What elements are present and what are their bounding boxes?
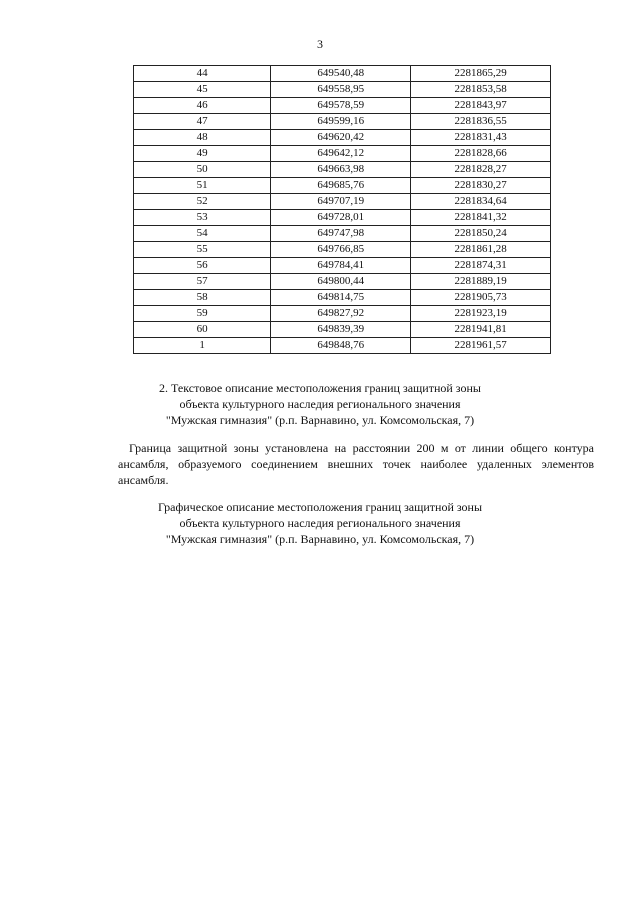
table-row — [134, 226, 551, 242]
table-row — [134, 114, 551, 130]
table-row — [134, 338, 551, 354]
y-coordinate-cell: 2281836,55 — [411, 114, 551, 130]
section-2-heading-line-1: 2. Текстовое описание местоположения границ защитной зоны — [159, 381, 481, 395]
x-coordinate-cell: 649663,98 — [271, 162, 411, 178]
section-3-heading-line-1: Графическое описание местоположения границ защитной зоны — [157, 500, 483, 514]
table-row — [134, 130, 551, 146]
y-coordinate-cell: 2281923,19 — [411, 306, 551, 322]
y-coordinate-cell: 2281850,24 — [411, 226, 551, 242]
table-row — [134, 322, 551, 338]
point-number-cell: 49 — [134, 146, 271, 162]
section-3-heading — [0, 499, 640, 547]
point-number-cell: 59 — [134, 306, 271, 322]
y-coordinate-cell: 2281834,64 — [411, 194, 551, 210]
x-coordinate-cell: 649784,41 — [271, 258, 411, 274]
x-coordinate-cell: 649800,44 — [271, 274, 411, 290]
point-number-cell: 57 — [134, 274, 271, 290]
x-coordinate-cell: 649814,75 — [271, 290, 411, 306]
point-number-cell: 1 — [134, 338, 271, 354]
point-number-cell: 56 — [134, 258, 271, 274]
page-number: 3 — [317, 37, 323, 51]
y-coordinate-cell: 2281841,32 — [411, 210, 551, 226]
y-coordinate-cell: 2281941,81 — [411, 322, 551, 338]
section-2-heading-line-2: объекта культурного наследия регионального значения — [179, 397, 461, 411]
table-row — [134, 290, 551, 306]
point-number-cell: 47 — [134, 114, 271, 130]
x-coordinate-cell: 649747,98 — [271, 226, 411, 242]
coordinates-table — [133, 65, 551, 354]
y-coordinate-cell: 2281865,29 — [411, 66, 551, 82]
x-coordinate-cell: 649707,19 — [271, 194, 411, 210]
table-row — [134, 162, 551, 178]
point-number-cell: 52 — [134, 194, 271, 210]
y-coordinate-cell: 2281843,97 — [411, 98, 551, 114]
point-number-cell: 54 — [134, 226, 271, 242]
y-coordinate-cell: 2281828,27 — [411, 162, 551, 178]
table-row — [134, 306, 551, 322]
boundary-description-paragraph — [118, 440, 594, 488]
point-number-cell: 51 — [134, 178, 271, 194]
point-number-cell: 60 — [134, 322, 271, 338]
point-number-cell: 58 — [134, 290, 271, 306]
x-coordinate-cell: 649827,92 — [271, 306, 411, 322]
table-row — [134, 242, 551, 258]
point-number-cell: 55 — [134, 242, 271, 258]
point-number-cell: 45 — [134, 82, 271, 98]
table-row — [134, 258, 551, 274]
y-coordinate-cell: 2281861,28 — [411, 242, 551, 258]
section-3-heading-line-2: объекта культурного наследия регионального значения — [179, 516, 461, 530]
table-row — [134, 66, 551, 82]
y-coordinate-cell: 2281828,66 — [411, 146, 551, 162]
section-3-heading-line-3: "Мужская гимназия" (р.п. Варнавино, ул. Комсомольская, 7) — [165, 532, 475, 546]
x-coordinate-cell: 649599,16 — [271, 114, 411, 130]
point-number-cell: 44 — [134, 66, 271, 82]
y-coordinate-cell: 2281889,19 — [411, 274, 551, 290]
point-number-cell: 46 — [134, 98, 271, 114]
y-coordinate-cell: 2281830,27 — [411, 178, 551, 194]
point-number-cell: 53 — [134, 210, 271, 226]
x-coordinate-cell: 649540,48 — [271, 66, 411, 82]
point-number-cell: 50 — [134, 162, 271, 178]
table-row — [134, 210, 551, 226]
y-coordinate-cell: 2281874,31 — [411, 258, 551, 274]
y-coordinate-cell: 2281853,58 — [411, 82, 551, 98]
table-row — [134, 146, 551, 162]
point-number-cell: 48 — [134, 130, 271, 146]
x-coordinate-cell: 649578,59 — [271, 98, 411, 114]
table-row — [134, 82, 551, 98]
boundary-description-text: Граница защитной зоны установлена на расстоянии 200 м от линии общего контура ансамбля, образуемого соединением внешних точек наиболее удаленных элементов ансамбля. — [118, 441, 594, 487]
coordinates-table-body — [134, 66, 551, 354]
table-row — [134, 178, 551, 194]
x-coordinate-cell: 649728,01 — [271, 210, 411, 226]
x-coordinate-cell: 649848,76 — [271, 338, 411, 354]
x-coordinate-cell: 649558,95 — [271, 82, 411, 98]
y-coordinate-cell: 2281905,73 — [411, 290, 551, 306]
table-row — [134, 274, 551, 290]
table-row — [134, 98, 551, 114]
x-coordinate-cell: 649620,42 — [271, 130, 411, 146]
y-coordinate-cell: 2281961,57 — [411, 338, 551, 354]
section-2-heading-line-3: "Мужская гимназия" (р.п. Варнавино, ул. Комсомольская, 7) — [165, 413, 475, 427]
section-2-heading — [0, 380, 640, 428]
table-row — [134, 194, 551, 210]
x-coordinate-cell: 649685,76 — [271, 178, 411, 194]
x-coordinate-cell: 649642,12 — [271, 146, 411, 162]
y-coordinate-cell: 2281831,43 — [411, 130, 551, 146]
x-coordinate-cell: 649766,85 — [271, 242, 411, 258]
x-coordinate-cell: 649839,39 — [271, 322, 411, 338]
